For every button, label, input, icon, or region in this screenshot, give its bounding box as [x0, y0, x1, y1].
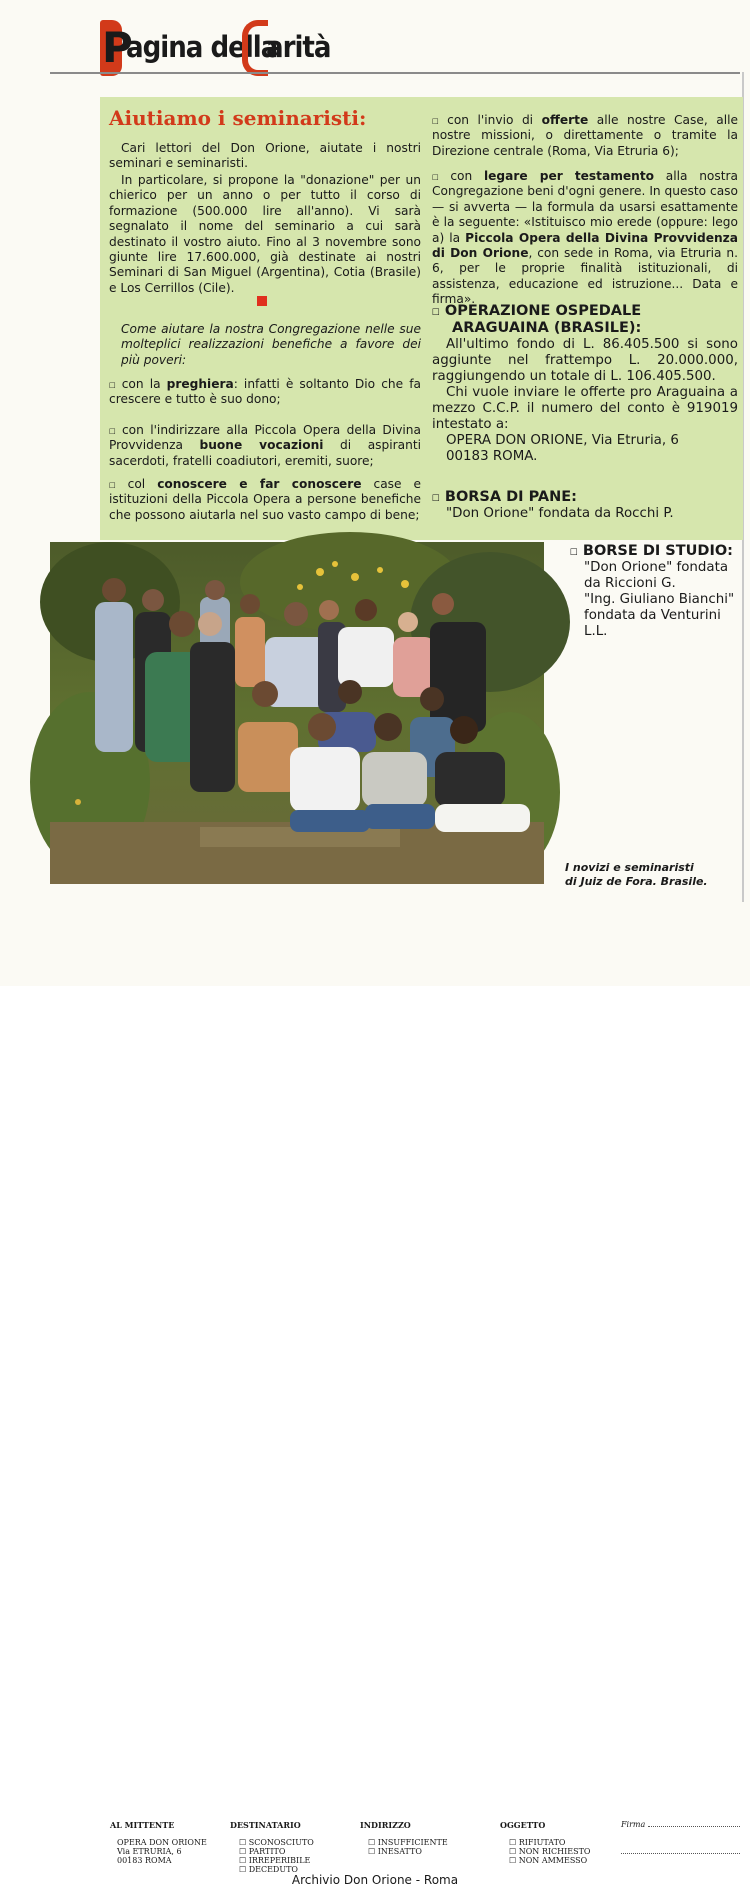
operation-body-2: Chi vuole inviare le offerte pro Araguaina a mezzo C.C.P. il numero del conto è 919019 intestato a:	[432, 385, 738, 432]
item-bold: preghiera	[166, 377, 234, 391]
item-text: , con sede in Roma, via Etruria n. 6, per le proprie finalità istituzionali, di assistenza, educazione ed istruzione... Data e firma».	[432, 246, 739, 307]
item-bold: offerte	[541, 113, 589, 127]
dest-option-1: ☐ SCONOSCIUTO	[239, 1838, 314, 1847]
item-text: con l'indirizzare alla Piccola Opera della Divina Provvidenza	[109, 423, 421, 453]
sender-line-3: 00183 ROMA	[117, 1856, 172, 1865]
borse-studio-block	[570, 543, 742, 640]
checkbox-icon: ☐	[432, 304, 440, 319]
ogg-option-1: ☐ RIFIUTATO	[509, 1838, 566, 1847]
item-text: alle nostre Case, alle nostre missioni, o direttamente o tramite la Direzione centrale (Roma, Via Etruria 6);	[432, 113, 738, 158]
footer-label-oggetto: OGGETTO	[500, 1820, 546, 1830]
operation-title-1: OPERAZIONE OSPEDALE	[444, 303, 642, 319]
red-square-ornament	[257, 296, 267, 306]
checkbox-icon: ☐	[570, 544, 578, 559]
checkbox-icon: ☐	[109, 424, 116, 437]
borse-studio-title	[570, 543, 742, 560]
item-bold: Piccola Opera della Divina Provvidenza di Don Orione	[432, 230, 738, 261]
item-text: con l'invio di	[447, 113, 542, 127]
ind-option-1: ☐ INSUFFICIENTE	[368, 1838, 448, 1847]
operation-title	[432, 303, 738, 320]
dest-option-2: ☐ PARTITO	[239, 1847, 286, 1856]
borsa-pane-title	[432, 489, 738, 506]
photo-caption-line-2: di Juiz de Fora. Brasile.	[565, 875, 708, 888]
item-bold: conoscere e far conoscere	[157, 477, 362, 491]
operation-body-1: All'ultimo fondo di L. 86.405.500 si sono aggiunte nel frattempo L. 20.000.000, raggiungendo un totale di L. 106.405.500.	[432, 337, 738, 384]
borsa-pane-block	[432, 489, 738, 522]
ogg-option-2: ☐ NON RICHIESTO	[509, 1847, 591, 1856]
item-bold: buone vocazioni	[199, 438, 324, 453]
header-rule	[50, 72, 740, 74]
help-item-vocations	[109, 423, 421, 469]
footer-label-mittente: AL MITTENTE	[110, 1820, 175, 1830]
item-text: col	[127, 477, 158, 491]
ogg-option-3: ☐ NON AMMESSO	[509, 1856, 588, 1865]
masthead-c-letter	[242, 20, 268, 76]
photo-caption	[565, 861, 708, 889]
footer-label-firma: Firma	[621, 1820, 646, 1829]
postal-return-form	[0, 905, 750, 1887]
item-text: con la	[121, 377, 167, 391]
photo-caption-line-1: I novizi e seminaristi	[565, 861, 694, 874]
section-heading: Aiutiamo i seminaristi:	[109, 106, 367, 130]
sender-line-1: OPERA DON ORIONE	[117, 1838, 207, 1847]
masthead-title-1: agina della	[126, 30, 278, 64]
help-item-make-known	[109, 477, 421, 523]
borsa-pane-body: "Don Orione" fondata da Rocchi P.	[446, 506, 674, 521]
ind-option-2: ☐ INESATTO	[368, 1847, 422, 1856]
item-bold: legare per testamento	[483, 169, 655, 183]
donation-paragraph: In particolare, si propone la "donazione" per un chierico per un anno o per tutto il corso di formazione (500.000 lire all'anno). Vi sarà segnalato il nome del seminario a cui sarà destinato il vostro aiuto. Fino al 3 novembre sono giunte lire 17.600.000, già destinate ai nostri Seminari di San Miguel (Argentina), Cotia (Brasile) e Los Cerrillos (Cile).	[109, 173, 421, 295]
signature-line-2	[621, 1853, 740, 1854]
help-item-prayer	[109, 377, 421, 408]
group-photo-illustration	[50, 542, 544, 884]
checkbox-icon: ☐	[109, 478, 116, 491]
operation-address-2: 00183 ROMA.	[446, 449, 538, 464]
help-item-offers	[432, 113, 738, 159]
signature-line	[648, 1826, 740, 1827]
sender-line-2: Via ETRURIA, 6	[117, 1847, 182, 1856]
help-item-testament	[432, 169, 738, 308]
item-text: alla nostra Congregazione beni d'ogni genere. In questo caso — si avverta — la formula da usarsi esattamente è la seguente: «Istituisco mio erede (oppure: lego a) la	[432, 169, 739, 245]
footer-label-indirizzo: INDIRIZZO	[360, 1820, 411, 1830]
how-to-help-intro: Come aiutare la nostra Congregazione nelle sue molteplici realizzazioni benefiche a favore dei più poveri:	[121, 322, 421, 367]
borse-studio-line-1: "Don Orione" fondata da Riccioni G.	[584, 560, 729, 591]
item-text: case e istituzioni della Piccola Opera a persone benefiche che possono aiutarla nel suo vasto campo di bene;	[109, 477, 422, 522]
masthead-p: P	[102, 23, 133, 72]
checkbox-icon: ☐	[432, 490, 440, 505]
borse-studio-title-text: BORSE DI STUDIO:	[582, 543, 733, 559]
dest-option-3: ☐ IRREPERIBILE	[239, 1856, 311, 1865]
checkbox-icon: ☐	[432, 114, 439, 127]
operation-hospital-block	[432, 303, 738, 465]
operation-title-2: ARAGUAINA (BRASILE):	[452, 320, 642, 336]
item-text: con	[450, 169, 484, 183]
item-text: : infatti è soltanto Dio che fa crescere e tutto è suo dono;	[109, 377, 421, 407]
masthead-p-letter	[100, 20, 133, 76]
group-photo	[50, 542, 544, 884]
dest-option-4: ☐ DECEDUTO	[239, 1865, 298, 1874]
operation-address-1: OPERA DON ORIONE, Via Etruria, 6	[446, 433, 679, 448]
footer-label-destinatario: DESTINATARIO	[230, 1820, 301, 1830]
intro-paragraph: Cari lettori del Don Orione, aiutate i nostri seminari e seminaristi.	[109, 141, 421, 171]
checkbox-icon: ☐	[432, 170, 439, 183]
borse-studio-line-2: "Ing. Giuliano Bianchi" fondata da Venturini L.L.	[584, 592, 735, 639]
masthead-title-2: arità	[266, 30, 331, 64]
archive-credit: Archivio Don Orione - Roma	[291, 1873, 459, 1887]
borsa-pane-title-text: BORSA DI PANE:	[444, 489, 577, 505]
checkbox-icon: ☐	[109, 378, 116, 391]
item-text: di aspiranti sacerdoti, fratelli coadiutori, eremiti, suore;	[109, 438, 421, 468]
